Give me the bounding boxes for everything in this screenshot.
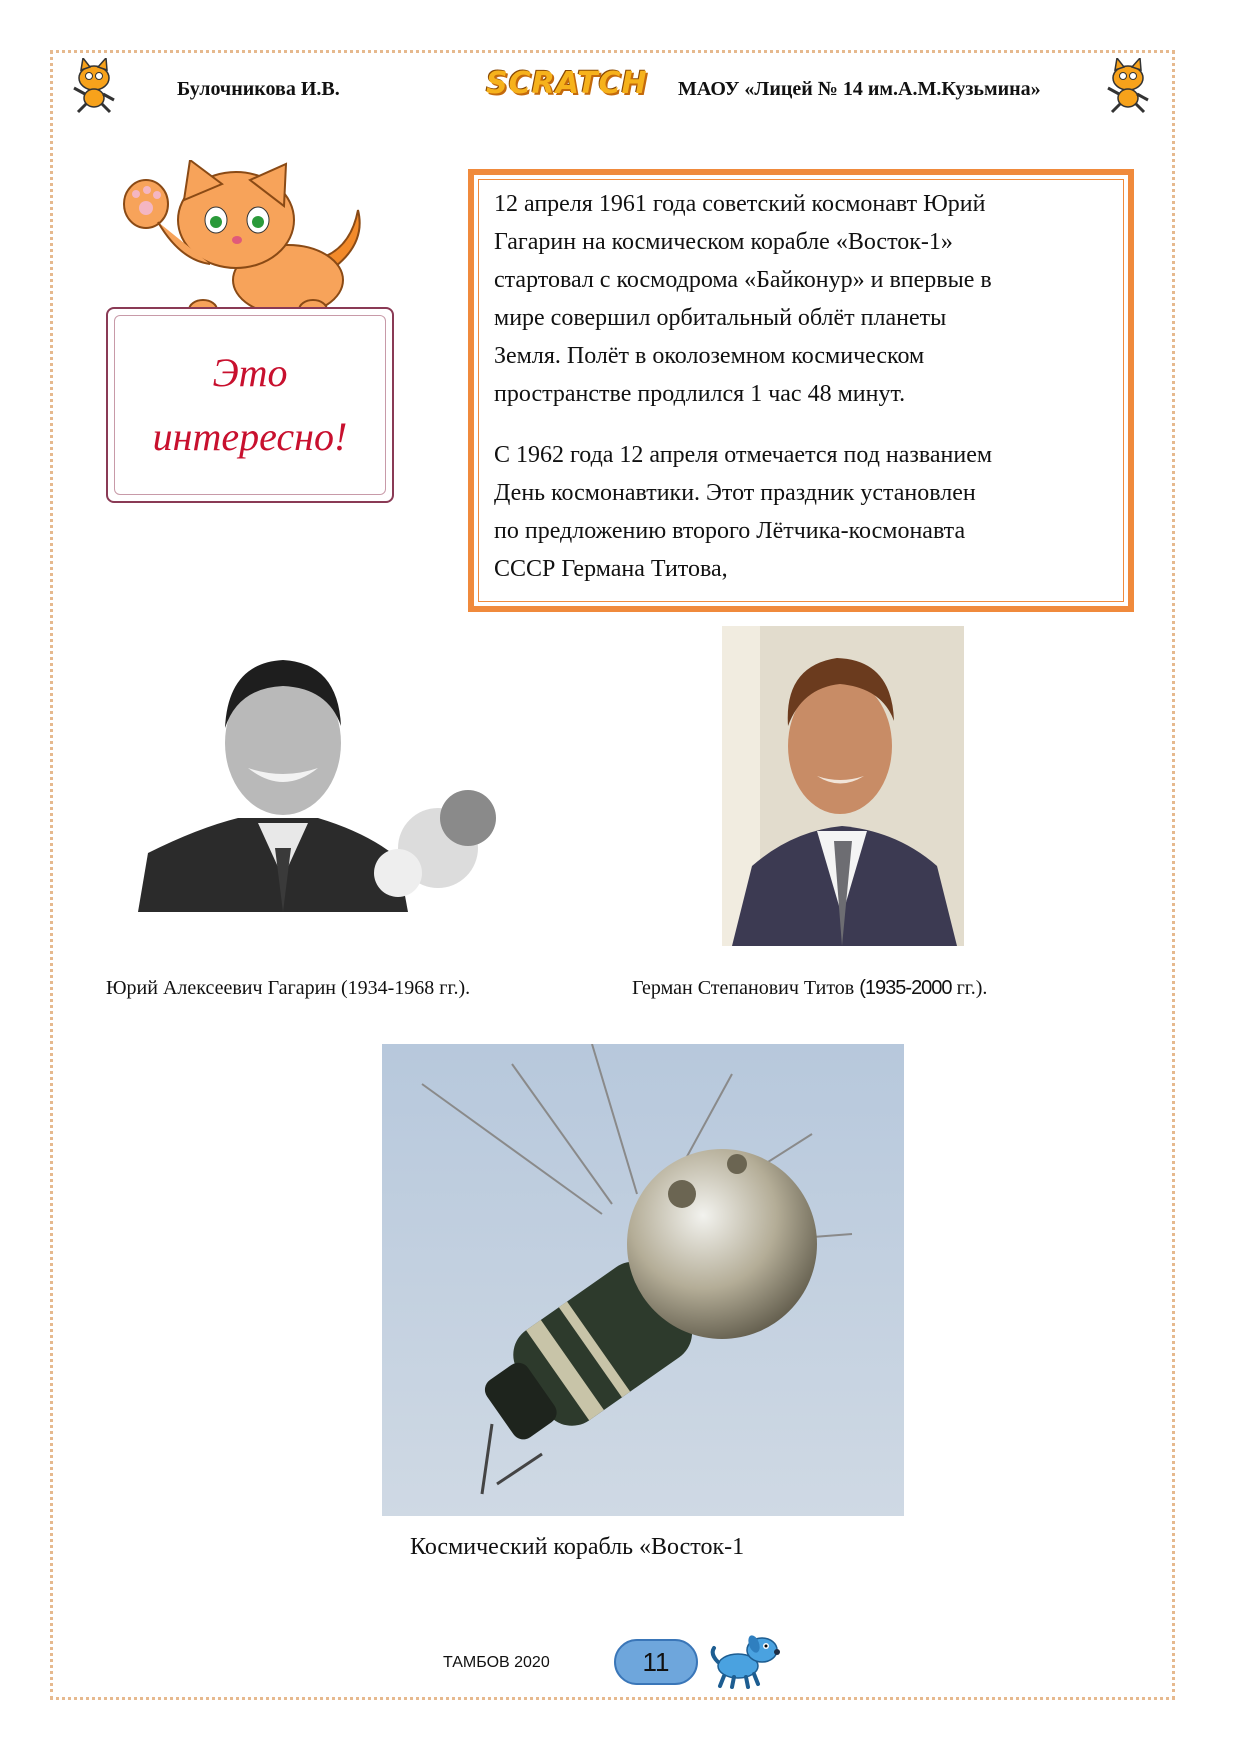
gagarin-caption: Юрий Алексеевич Гагарин (1934-1968 гг.). [106,977,471,999]
gagarin-photo [138,648,510,912]
fact-line: С 1962 года 12 апреля отмечается под названием [494,442,993,468]
page-number: 11 [614,1639,698,1685]
scratch-logo: SCRATCH [486,66,648,101]
callout-line-2: интересно! [152,414,348,459]
fact-line: пространстве продлился 1 час 48 минут. [494,381,906,407]
fact-line: мире совершил орбитальный облёт планеты [494,305,947,331]
footer-city-year: ТАМБОВ 2020 [443,1654,550,1671]
kitten-illustration [118,160,378,320]
fact-line: День космонавтики. Этот праздник установлен [494,480,976,506]
titov-photo [722,626,964,946]
titov-caption-suffix: гг.). [951,977,988,999]
dog-icon [708,1632,782,1690]
fact-line: Земля. Полёт в околоземном космическом [494,343,925,369]
titov-caption [632,977,987,1000]
fact-line: 12 апреля 1961 года советский космонавт Юрий [494,191,986,217]
fact-paragraph-2 [494,436,1110,588]
titov-caption-name: Герман Степанович Титов [632,977,855,999]
fact-line: Гагарин на космическом корабле «Восток-1» [494,229,953,255]
fact-line: стартовал с космодрома «Байконур» и впервые в [494,267,992,293]
callout-line-1: Это [212,350,288,395]
fact-box [468,169,1134,612]
scratch-cat-icon [68,58,120,114]
vostok-photo [382,1044,904,1516]
vostok-caption: Космический корабль «Восток-1 [410,1534,745,1560]
fact-line: по предложению второго Лётчика-космонавта [494,518,966,544]
fact-paragraph-1 [494,185,1110,413]
header-school: МАОУ «Лицей № 14 им.А.М.Кузьмина» [678,78,1041,100]
fact-line: СССР Германа Титова, [494,556,728,582]
interesting-callout [106,307,394,503]
header-author: Булочникова И.В. [177,78,340,100]
titov-caption-years: (1935-2000 [859,977,952,999]
callout-inner-border [114,315,386,495]
scratch-cat-icon [1102,58,1154,114]
